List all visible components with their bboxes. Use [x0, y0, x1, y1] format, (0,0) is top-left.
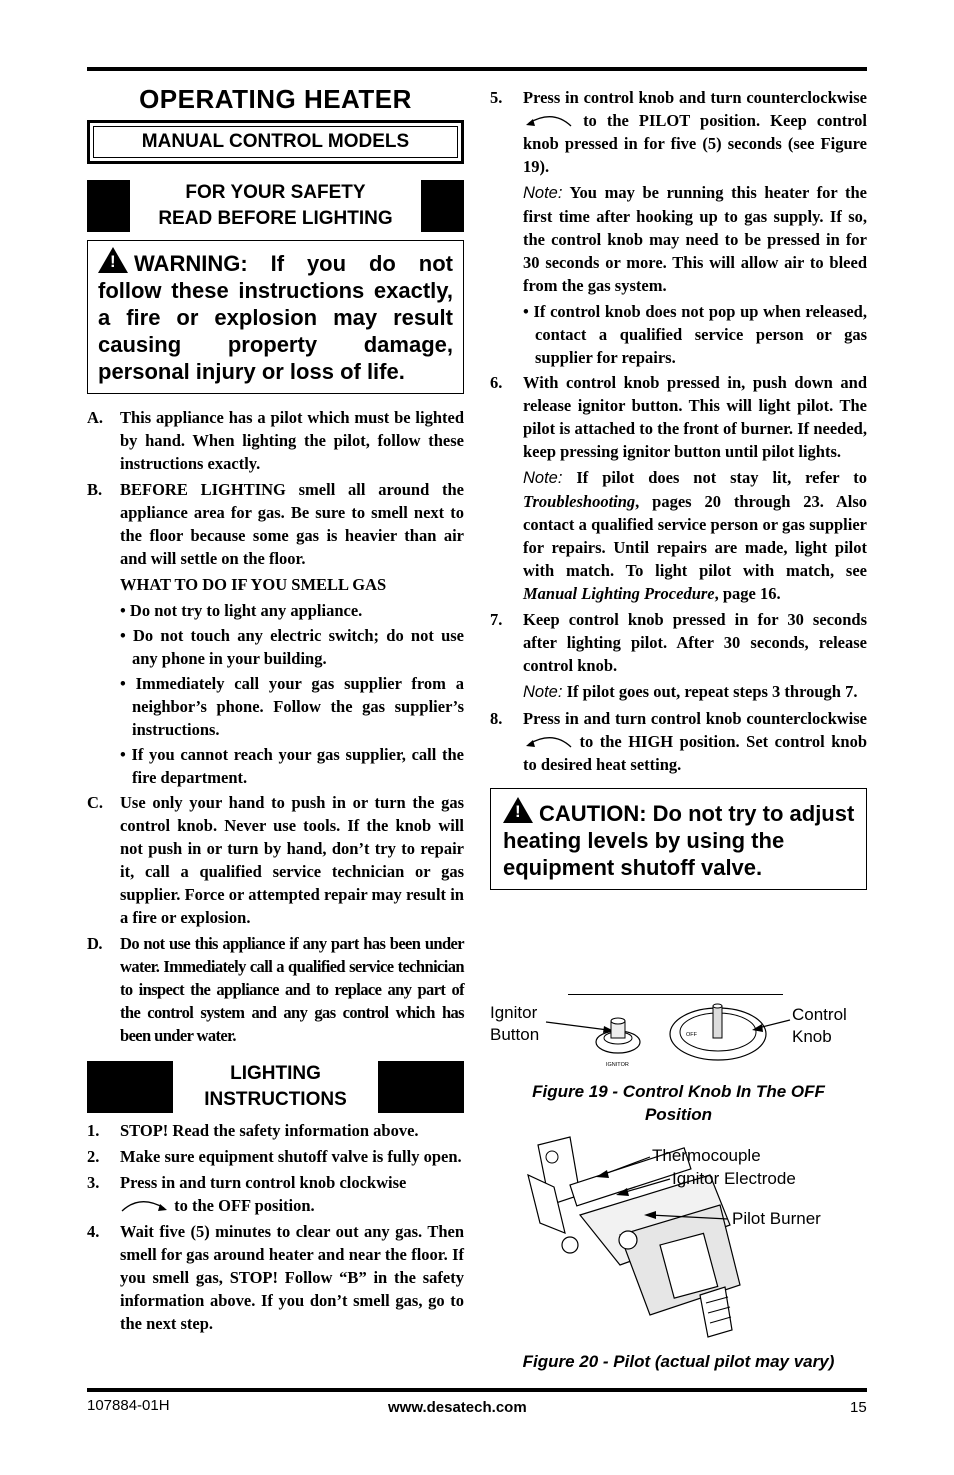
figure-20: [510, 1135, 867, 1345]
smell-heading: WHAT TO DO IF YOU SMELL GAS: [120, 575, 387, 594]
warning-box: [87, 240, 464, 394]
ignitor-electrode-label: Ignitor Electrode: [672, 1169, 796, 1188]
smell-bullet: • Immediately call your gas supplier from a neighbor’s phone. Follow the gas supplier’s instructions.: [120, 674, 464, 739]
safety-item-a: A. This appliance has a pilot which must be lighted by hand. When lighting the pilot, follow these instructions exactly.: [87, 408, 464, 473]
thermocouple-label: Thermocouple: [652, 1146, 761, 1165]
pilot-burner-label: Pilot Burner: [732, 1209, 821, 1228]
figure-19-caption: Figure 19 - Control Knob In The OFF Position: [532, 1082, 825, 1124]
warning-icon: !: [98, 247, 128, 273]
control-knob-label: Control Knob: [792, 1005, 847, 1046]
figure-19: [490, 990, 867, 1080]
safety-line-1: FOR YOUR SAFETY: [185, 182, 366, 203]
top-rule: [87, 67, 867, 71]
control-knob-diagram: [490, 990, 867, 1080]
safety-banner: [87, 180, 464, 232]
smell-bullet: • If you cannot reach your gas supplier, call the fire department.: [120, 745, 464, 787]
svg-text:OFF: OFF: [686, 1032, 697, 1038]
figure-20-caption: Figure 20 - Pilot (actual pilot may vary): [522, 1352, 835, 1371]
step-7: 7. Keep control knob pressed in for 30 seconds after lighting pilot. After 30 seconds, release control knob.: [490, 610, 867, 675]
counterclockwise-arrow-icon: [523, 111, 573, 129]
page-number: 15: [850, 1399, 867, 1416]
note-7: Note: If pilot goes out, repeat steps 3 through 7.: [523, 682, 858, 701]
lighting-line-1: LIGHTING: [230, 1063, 321, 1084]
caution-text: CAUTION: Do not try to adjust heating levels by using the equipment shutoff valve.: [503, 801, 855, 880]
warning-icon: !: [503, 797, 533, 823]
warning-text: WARNING: If you do not follow these instructions exactly, a fire or explosion may result causing property damage, personal injury or loss of life.: [98, 251, 453, 384]
section-title: MANUAL CONTROL MODELS: [93, 126, 458, 158]
website-link[interactable]: www.desatech.com: [388, 1399, 527, 1416]
right-column: [490, 86, 867, 890]
step-5: 5. Press in control knob and turn counterclockwise to the PILOT position. Keep control knob pressed in for five (5) seconds (see Figure 19).: [490, 88, 867, 176]
smell-bullet: • Do not touch any electric switch; do not use any phone in your building.: [120, 626, 464, 668]
safety-item-c: C. Use only your hand to push in or turn the gas control knob. Never use tools. If the knob will not push in or turn by hand, don’t try to repair it, call a qualified service technician or gas supplier. Force or attempted repair may result in a fire or explosion.: [87, 793, 464, 927]
step-3: 3. Press in and turn control knob clockwise to the OFF position.: [87, 1173, 407, 1215]
safety-line-2: READ BEFORE LIGHTING: [158, 208, 393, 229]
lighting-line-2: INSTRUCTIONS: [204, 1089, 347, 1110]
svg-text:IGNITOR: IGNITOR: [606, 1062, 629, 1068]
step-1: 1. STOP! Read the safety information above.: [87, 1121, 419, 1140]
step-2: 2. Make sure equipment shutoff valve is fully open.: [87, 1147, 462, 1166]
lighting-banner: [87, 1061, 464, 1113]
section-header: [87, 120, 464, 164]
page-title: OPERATING HEATER: [139, 84, 412, 114]
bottom-rule: [87, 1388, 867, 1392]
safety-item-d: D. Do not use this appliance if any part has been under water. Immediately call a qualified service technician to inspect the appliance and to replace any part of the control system and any gas control which has been under water.: [87, 934, 464, 1045]
step-6: 6. With control knob pressed in, push down and release ignitor button. This will light pilot. The pilot is attached to the front of burner. If needed, keep pressing ignitor button until pilot lights.: [490, 373, 867, 461]
note-5: Note: You may be running this heater for the first time after hooking up to gas supply. If so, the control knob may need to be pressed in for 30 seconds or more. This will allow air to bleed from the gas system.: [523, 183, 867, 295]
caution-box: [490, 788, 867, 890]
step-8: 8. Press in and turn control knob counterclockwise to the HIGH position. Set control knob to desired heat setting.: [490, 709, 867, 774]
step-4: 4. Wait five (5) minutes to clear out any gas. Then smell for gas around heater and near the floor. If you smell gas, STOP! Follow “B” in the safety information above. If you don’t smell gas, go to the next step.: [87, 1222, 464, 1333]
bullet-5: • If control knob does not pop up when released, contact a qualified service person or gas supplier for repairs.: [523, 302, 867, 367]
safety-item-b: B. BEFORE LIGHTING smell all around the appliance area for gas. Be sure to smell next to the floor because some gas is heavier than air and will settle on the floor.: [87, 480, 464, 568]
doc-number: 107884-01H: [87, 1397, 170, 1414]
ignitor-button-label: Ignitor Button: [490, 1003, 540, 1044]
clockwise-arrow-icon: [120, 1196, 170, 1214]
note-6: Note: If pilot does not stay lit, refer to Troubleshooting, pages 20 through 23. Also contact a qualified service person or gas supplier for repairs. Until repairs are made, light pilot with match. To light pilot with match, see Manual Lighting Procedure, page 16.: [523, 468, 867, 603]
smell-bullet: • Do not try to light any appliance.: [120, 601, 363, 620]
counterclockwise-arrow-icon: [523, 732, 573, 750]
left-column: [87, 84, 464, 1338]
